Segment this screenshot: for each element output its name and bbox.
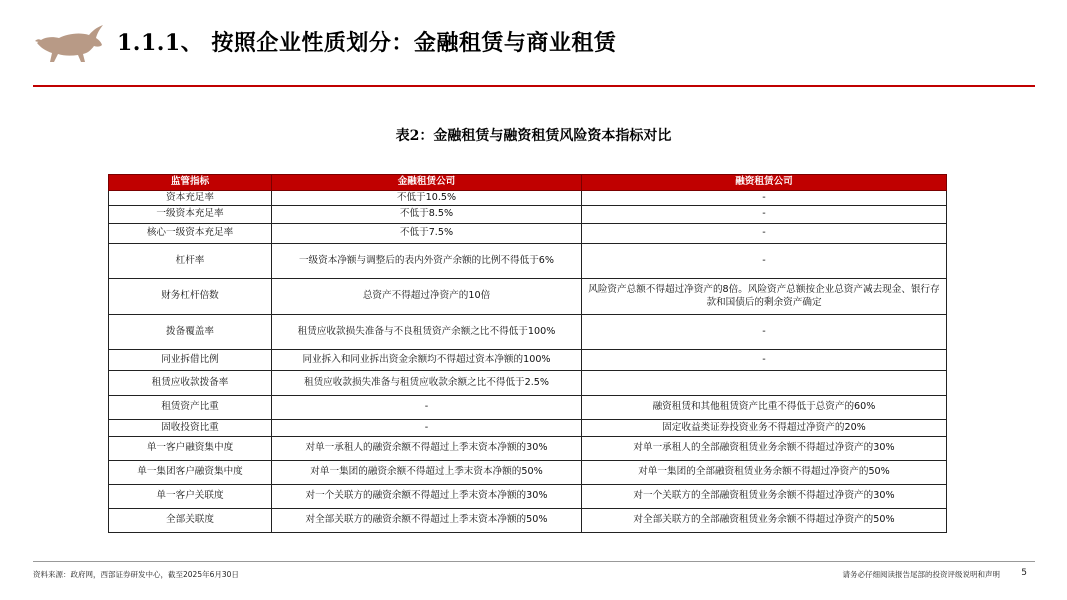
table-row [109, 191, 947, 206]
metric-cell: 杠杆率 [109, 244, 272, 279]
financial-leasing-cell: 对全部关联方的融资余额不得超过上季末资本净额的50% [272, 509, 582, 533]
metric-cell: 租赁资产比重 [109, 396, 272, 420]
financial-leasing-cell: - [272, 396, 582, 420]
table-row [109, 350, 947, 371]
page-number: 5 [1021, 568, 1027, 578]
financial-leasing-cell: 租赁应收款损失准备与不良租赁资产余额之比不得低于100% [272, 315, 582, 350]
table-row [109, 461, 947, 485]
finance-leasing-cell: - [582, 191, 947, 206]
column-header: 融资租赁公司 [582, 175, 947, 191]
table-row [109, 437, 947, 461]
column-header: 金融租赁公司 [272, 175, 582, 191]
financial-leasing-cell: 不低于8.5% [272, 206, 582, 224]
page-title: 1.1.1、 按照企业性质划分：金融租赁与商业租赁 [117, 30, 617, 56]
finance-leasing-cell: 对单一承租人的全部融资租赁业务余额不得超过净资产的30% [582, 437, 947, 461]
metric-cell: 固收投资比重 [109, 420, 272, 437]
table-row [109, 485, 947, 509]
financial-leasing-cell: 不低于10.5% [272, 191, 582, 206]
finance-leasing-cell: - [582, 350, 947, 371]
financial-leasing-cell: 对单一承租人的融资余额不得超过上季末资本净额的30% [272, 437, 582, 461]
finance-leasing-cell: - [582, 244, 947, 279]
table-row [109, 396, 947, 420]
header-divider [33, 85, 1035, 87]
table-header-row [109, 175, 947, 191]
financial-leasing-cell: 总资产不得超过净资产的10倍 [272, 279, 582, 315]
column-header: 监管指标 [109, 175, 272, 191]
source-note: 资料来源：政府网，西部证券研发中心，截至2025年6月30日 [33, 570, 239, 579]
financial-leasing-cell: 对一个关联方的融资余额不得超过上季末资本净额的30% [272, 485, 582, 509]
finance-leasing-cell [582, 371, 947, 396]
table-row [109, 315, 947, 350]
footer-divider [33, 561, 1035, 562]
finance-leasing-cell: - [582, 206, 947, 224]
financial-leasing-cell: - [272, 420, 582, 437]
table-row [109, 206, 947, 224]
metric-cell: 财务杠杆倍数 [109, 279, 272, 315]
table-row [109, 371, 947, 396]
metric-cell: 核心一级资本充足率 [109, 224, 272, 244]
financial-leasing-cell: 租赁应收款损失准备与租赁应收款余额之比不得低于2.5% [272, 371, 582, 396]
table-row [109, 279, 947, 315]
table-row [109, 224, 947, 244]
table-row [109, 420, 947, 437]
comparison-table [108, 174, 947, 533]
table-row [109, 244, 947, 279]
bull-logo-icon [33, 20, 105, 66]
metric-cell: 拨备覆盖率 [109, 315, 272, 350]
metric-cell: 一级资本充足率 [109, 206, 272, 224]
financial-leasing-cell: 对单一集团的融资余额不得超过上季末资本净额的50% [272, 461, 582, 485]
table-row [109, 509, 947, 533]
financial-leasing-cell: 同业拆入和同业拆出资金余额均不得超过资本净额的100% [272, 350, 582, 371]
finance-leasing-cell: 融资租赁和其他租赁资产比重不得低于总资产的60% [582, 396, 947, 420]
metric-cell: 租赁应收款拨备率 [109, 371, 272, 396]
table-caption: 表2：金融租赁与融资租赁风险资本指标对比 [395, 128, 672, 144]
metric-cell: 同业拆借比例 [109, 350, 272, 371]
finance-leasing-cell: 风险资产总额不得超过净资产的8倍。风险资产总额按企业总资产减去现金、银行存款和国债后的剩余资产确定 [582, 279, 947, 315]
finance-leasing-cell: 对全部关联方的全部融资租赁业务余额不得超过净资产的50% [582, 509, 947, 533]
metric-cell: 单一客户关联度 [109, 485, 272, 509]
metric-cell: 全部关联度 [109, 509, 272, 533]
financial-leasing-cell: 一级资本净额与调整后的表内外资产余额的比例不得低于6% [272, 244, 582, 279]
metric-cell: 单一集团客户融资集中度 [109, 461, 272, 485]
finance-leasing-cell: 对一个关联方的全部融资租赁业务余额不得超过净资产的30% [582, 485, 947, 509]
metric-cell: 资本充足率 [109, 191, 272, 206]
finance-leasing-cell: 固定收益类证券投资业务不得超过净资产的20% [582, 420, 947, 437]
finance-leasing-cell: - [582, 224, 947, 244]
finance-leasing-cell: 对单一集团的全部融资租赁业务余额不得超过净资产的50% [582, 461, 947, 485]
financial-leasing-cell: 不低于7.5% [272, 224, 582, 244]
metric-cell: 单一客户融资集中度 [109, 437, 272, 461]
finance-leasing-cell: - [582, 315, 947, 350]
disclaimer: 请务必仔细阅读报告尾部的投资评级说明和声明 [842, 570, 1000, 579]
